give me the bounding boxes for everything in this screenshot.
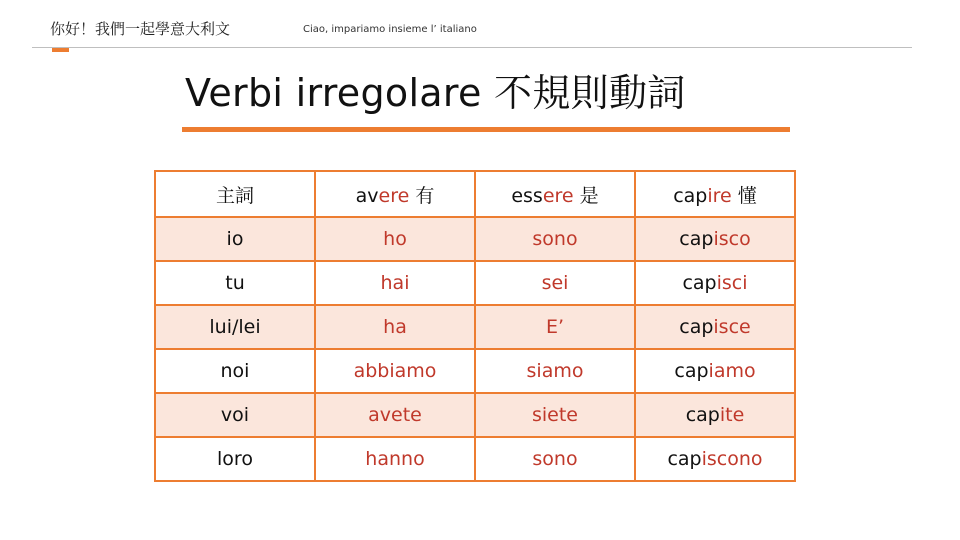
cell-ending-text: ite — [719, 404, 745, 426]
cell-ending-text: E’ — [545, 316, 565, 338]
table-cell — [315, 393, 475, 437]
table-cell — [475, 305, 635, 349]
cell-ending-text: ire — [707, 184, 732, 207]
table-cell — [315, 437, 475, 481]
cell-ending-text: sono — [532, 228, 578, 250]
table-cell — [155, 393, 315, 437]
table-cell — [155, 261, 315, 305]
table-header-row — [155, 171, 795, 217]
table-row — [155, 305, 795, 349]
table-cell — [155, 437, 315, 481]
cell-ending-text: isci — [716, 272, 748, 294]
table-cell — [155, 349, 315, 393]
table-cell — [475, 261, 635, 305]
table-cell — [635, 261, 795, 305]
table-row — [155, 393, 795, 437]
cell-stem-text: lui/lei — [209, 316, 261, 338]
cell-stem-text: io — [226, 228, 244, 250]
verb-conjugation-table — [154, 170, 796, 482]
cell-stem-text: cap — [679, 316, 714, 338]
table-row — [155, 217, 795, 261]
cell-ending-text: ere — [542, 184, 574, 207]
table-cell — [315, 349, 475, 393]
cell-stem-text: cap — [674, 360, 709, 382]
cell-ending-text: abbiamo — [353, 360, 437, 382]
cell-ending-text: ere — [378, 184, 410, 207]
cell-ending-text: iscono — [701, 448, 763, 470]
title-underline — [182, 127, 790, 132]
header-tab-mark — [52, 48, 69, 52]
table-cell — [635, 393, 795, 437]
table-cell — [315, 261, 475, 305]
cell-ending-text: iamo — [708, 360, 756, 382]
table-cell — [475, 393, 635, 437]
table-cell — [315, 305, 475, 349]
cell-ending-text: isce — [713, 316, 751, 338]
cell-chinese-gloss: 懂 — [731, 184, 757, 207]
table-cell — [155, 217, 315, 261]
cell-stem-text: tu — [225, 272, 245, 294]
table-row — [155, 437, 795, 481]
header-italian-text: Ciao, impariamo insieme l’ italiano — [303, 24, 477, 35]
cell-ending-text: avete — [368, 404, 422, 426]
cell-stem-text: av — [355, 184, 379, 207]
cell-ending-text: siete — [531, 404, 578, 426]
table-cell — [155, 171, 315, 217]
cell-stem-text: 主詞 — [215, 184, 254, 207]
cell-stem-text: ess — [511, 184, 543, 207]
cell-stem-text: voi — [220, 404, 250, 426]
header-rule — [32, 47, 912, 48]
slide-title: Verbi irregolare 不規則動詞 — [185, 71, 686, 115]
cell-stem-text: cap — [682, 272, 717, 294]
table-cell — [635, 305, 795, 349]
cell-stem-text: noi — [220, 360, 250, 382]
table-cell — [635, 171, 795, 217]
table-cell — [475, 217, 635, 261]
cell-ending-text: sei — [541, 272, 569, 294]
cell-stem-text: cap — [679, 228, 714, 250]
table-row — [155, 349, 795, 393]
cell-ending-text: siamo — [526, 360, 584, 382]
table-cell — [155, 305, 315, 349]
cell-stem-text: cap — [685, 404, 720, 426]
table-cell — [475, 171, 635, 217]
cell-chinese-gloss: 是 — [573, 184, 599, 207]
header-chinese-text: 你好！我們一起學意大利文 — [50, 20, 231, 38]
table-row — [155, 261, 795, 305]
cell-ending-text: isco — [713, 228, 751, 250]
cell-ending-text: ho — [383, 228, 407, 250]
table-cell — [475, 437, 635, 481]
cell-ending-text: hai — [380, 272, 410, 294]
table-cell — [315, 171, 475, 217]
cell-stem-text: cap — [673, 184, 708, 207]
table-cell — [635, 217, 795, 261]
cell-ending-text: hanno — [365, 448, 425, 470]
table-cell — [315, 217, 475, 261]
cell-ending-text: sono — [532, 448, 578, 470]
cell-stem-text: loro — [217, 448, 253, 470]
table-cell — [635, 349, 795, 393]
table-cell — [475, 349, 635, 393]
cell-ending-text: ha — [383, 316, 407, 338]
table-cell — [635, 437, 795, 481]
cell-chinese-gloss: 有 — [409, 184, 435, 207]
cell-stem-text: cap — [667, 448, 702, 470]
